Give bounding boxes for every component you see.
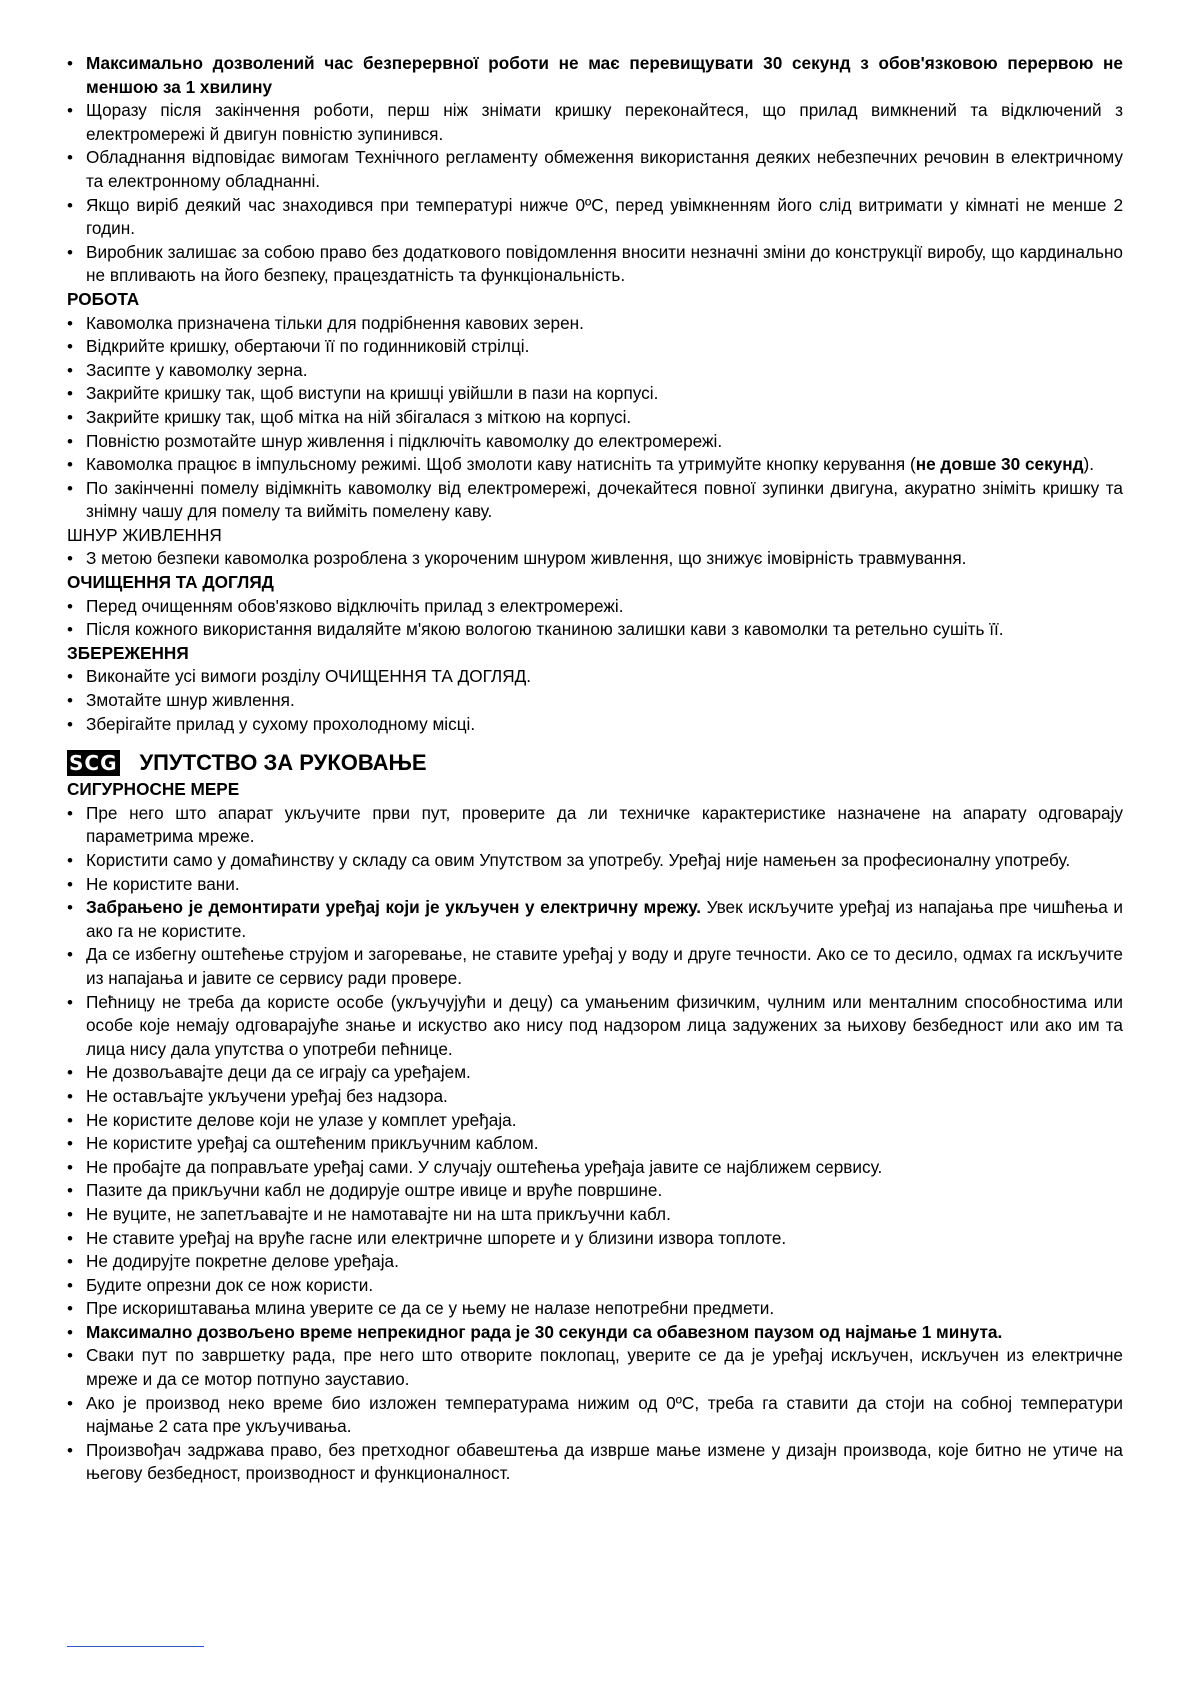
- item-text: Увек искључите уређај из напајања пре чишћења и ако га не користите.: [86, 897, 1123, 941]
- list-item: [67, 1344, 1123, 1391]
- list-item: [67, 1085, 1123, 1109]
- list-item: [67, 382, 1123, 406]
- list-item: [67, 618, 1123, 642]
- list-item: [67, 1203, 1123, 1227]
- list-item: [67, 194, 1123, 241]
- manual-page: [67, 52, 1123, 1486]
- language-badge: SCG: [69, 751, 118, 776]
- bold-text: не довше 30 секунд: [915, 454, 1084, 475]
- bold-text: Максимально дозволений час безперервної роботи не має перевищувати 30 секунд з обов'язковою перервою не меншою за 1 хвилину: [86, 53, 1123, 97]
- robota-list: [67, 312, 1123, 524]
- item-text: Не вуците, не запетљавајте и не намотавајте ни на шта прикључни кабл.: [86, 1203, 671, 1224]
- list-item: [67, 335, 1123, 359]
- list-item: [67, 52, 1123, 99]
- item-text: Зберігайте прилад у сухому прохолодному місці.: [86, 713, 476, 734]
- list-item: [67, 1179, 1123, 1203]
- item-text: Пре него што апарат укључите први пут, проверите да ли техничке карактеристике назначене на апарату одговарају параметрима мреже.: [86, 802, 1123, 847]
- item-text: Закрийте кришку так, щоб виступи на кришці увійшли в пази на корпусі.: [86, 383, 659, 404]
- list-item: [67, 991, 1123, 1062]
- bold-text: Забрањено је демонтирати уређај који је укључен у електричну мрежу.: [86, 897, 702, 918]
- list-item: [67, 430, 1123, 454]
- list-item: [67, 1321, 1123, 1345]
- language-section-title: УПУТСТВО ЗА РУКОВАЊЕ: [139, 750, 427, 776]
- item-text: Повністю розмотайте шнур живлення і підключіть кавомолку до електромережі.: [86, 430, 723, 451]
- cleaning-list: [67, 595, 1123, 642]
- list-item: [67, 1250, 1123, 1274]
- item-text: Кавомолка працює в імпульсному режимі. Щоб змолоти каву натисніть та утримуйте кнопку керування (: [86, 454, 916, 475]
- item-text: Не користите уређај са оштећеним прикључним каблом.: [86, 1133, 539, 1154]
- item-text: Произвођач задржава право, без претходног обавештења да изврше мање измене у дизајн производа, које битно не утиче на његову безбедност, производност и функционалност.: [86, 1439, 1123, 1484]
- item-text: Не додирујте покретне делове уређаја.: [86, 1251, 399, 1272]
- item-text: Не користите делове који не улазе у комплет уређаја.: [86, 1109, 517, 1130]
- list-item: [67, 1439, 1123, 1486]
- item-text: Пазите да прикључни кабл не додирује оштре ивице и вруће површине.: [86, 1180, 663, 1201]
- item-text: З метою безпеки кавомолка розроблена з укороченим шнуром живлення, що знижує імовірність травмування.: [86, 548, 967, 569]
- list-item: [67, 359, 1123, 383]
- item-text: Не ставите уређај на вруће гасне или електричне шпорете и у близини извора топлоте.: [86, 1227, 787, 1248]
- list-item: [67, 1297, 1123, 1321]
- item-text: Ако је производ неко време био изложен температурама нижим од 0ºС, треба га ставити да стоји на собној температури најмање 2 сата пре укључивања.: [86, 1392, 1123, 1437]
- language-section-header: [67, 748, 1123, 778]
- item-text: Закрийте кришку так, щоб мітка на ній збігалася з міткою на корпусі.: [86, 406, 632, 427]
- list-item: [67, 312, 1123, 336]
- list-item: [67, 665, 1123, 689]
- item-text: Засипте у кавомолку зерна.: [86, 359, 308, 380]
- item-text: Кавомолка призначена тільки для подрібнення кавових зерен.: [86, 312, 584, 333]
- item-text: Відкрийте кришку, обертаючи її по годинниковій стрілці.: [86, 336, 530, 357]
- section-heading-safety: СИГУРНОСНЕ МЕРЕ: [67, 779, 240, 800]
- item-text: Не дозвољавајте деци да се играју са уређајем.: [86, 1062, 471, 1083]
- item-text: Щоразу після закінчення роботи, перш ніж знімати кришку переконайтеся, що прилад вимкнений та відключений з електромережі й двигун повністю зупинився.: [86, 100, 1123, 144]
- item-text: Не остављајте укључени уређај без надзора.: [86, 1085, 448, 1106]
- item-text: Перед очищенням обов'язково відключіть прилад з електромережі.: [86, 595, 624, 616]
- list-item: [67, 1274, 1123, 1298]
- item-text: Не користите вани.: [86, 873, 240, 894]
- list-item: [67, 406, 1123, 430]
- list-item: [67, 1392, 1123, 1439]
- item-text: Виробник залишає за собою право без додаткового повідомлення вносити незначні зміни до конструкції виробу, що кардинально не впливають на його безпеку, працездатність та функціональність.: [86, 241, 1123, 286]
- list-item: [67, 241, 1123, 288]
- list-item: [67, 943, 1123, 990]
- list-item: [67, 873, 1123, 897]
- item-text: Сваки пут по завршетку рада, пре него што отворите поклопац, уверите се да је уређај искључен, искључен из електричне мреже и да се мотор потпуно зауставио.: [86, 1345, 1123, 1390]
- section-heading-cord: ШНУР ЖИВЛЕННЯ: [67, 524, 222, 545]
- list-item: [67, 1156, 1123, 1180]
- ua-safety-tail-list: [67, 52, 1123, 288]
- scg-safety-list: [67, 802, 1123, 1486]
- list-item: [67, 146, 1123, 193]
- list-item: [67, 689, 1123, 713]
- list-item: [67, 547, 1123, 571]
- item-text: Якщо виріб деякий час знаходився при температурі нижче 0ºС, перед увімкненням його слід витримати у кімнаті не менше 2 годин.: [86, 194, 1123, 239]
- item-text: Да се избегну оштећење струјом и загоревање, не ставите уређај у воду и друге течности. Ако се то десило, одмах га искључите из напајања и јавите се сервису ради провере.: [86, 944, 1123, 988]
- cord-list: [67, 547, 1123, 571]
- list-item: [67, 1227, 1123, 1251]
- item-text: Будите опрезни док се нож користи.: [86, 1274, 374, 1295]
- item-text: Пећницу не треба да користе особе (укључујући и децу) са умањеним физичким, чулним или менталним способностима или особе које немају одговарајуће знање и искуство ако нису под надзором лица задужених за њихову безбедност или ако им та лица нису дала упутства о употреби пећнице.: [86, 991, 1123, 1059]
- list-item: [67, 99, 1123, 146]
- list-item: [67, 713, 1123, 737]
- item-text: ).: [1083, 454, 1095, 475]
- bold-text: Максимално дозвољено време непрекидног рада је 30 секунди са обавезном паузом од најмање 1 минута.: [86, 1321, 1003, 1342]
- storage-list: [67, 665, 1123, 736]
- list-item: [67, 1061, 1123, 1085]
- section-heading-cleaning: ОЧИЩЕННЯ ТА ДОГЛЯД: [67, 572, 274, 593]
- list-item: [67, 477, 1123, 524]
- item-text: Пре искориштавања млина уверите се да се у њему не налазе непотребни предмети.: [86, 1298, 775, 1319]
- list-item: [67, 896, 1123, 943]
- item-text: Не пробајте да поправљате уређај сами. У случају оштећења уређаја јавите се најближем сервису.: [86, 1156, 883, 1177]
- list-item: [67, 453, 1123, 477]
- list-item: [67, 1132, 1123, 1156]
- item-text: Виконайте усі вимоги розділу ОЧИЩЕННЯ ТА ДОГЛЯД.: [86, 666, 532, 687]
- item-text: Змотайте шнур живлення.: [86, 690, 295, 711]
- list-item: [67, 849, 1123, 873]
- footer-divider: [67, 1646, 204, 1647]
- item-text: Після кожного використання видаляйте м'якою вологою тканиною залишки кави з кавомолки та ретельно сушіть її.: [86, 619, 1004, 640]
- list-item: [67, 802, 1123, 849]
- section-heading-robota: РОБОТА: [67, 288, 140, 309]
- list-item: [67, 595, 1123, 619]
- item-text: Обладнання відповідає вимогам Технічного регламенту обмеження використання деяких небезпечних речовин в електричному та електронному обладнанні.: [86, 147, 1123, 191]
- item-text: По закінченні помелу відімкніть кавомолку від електромережі, дочекайтеся повної зупинки двигуна, акуратно зніміть кришку та знімну чашу для помелу та вийміть помелену каву.: [86, 477, 1123, 522]
- item-text: Користити само у домаћинству у складу са овим Упутством за употребу. Уређај није намењен за професионалну употребу.: [86, 850, 1071, 870]
- section-heading-storage: ЗБЕРЕЖЕННЯ: [67, 642, 189, 663]
- list-item: [67, 1109, 1123, 1133]
